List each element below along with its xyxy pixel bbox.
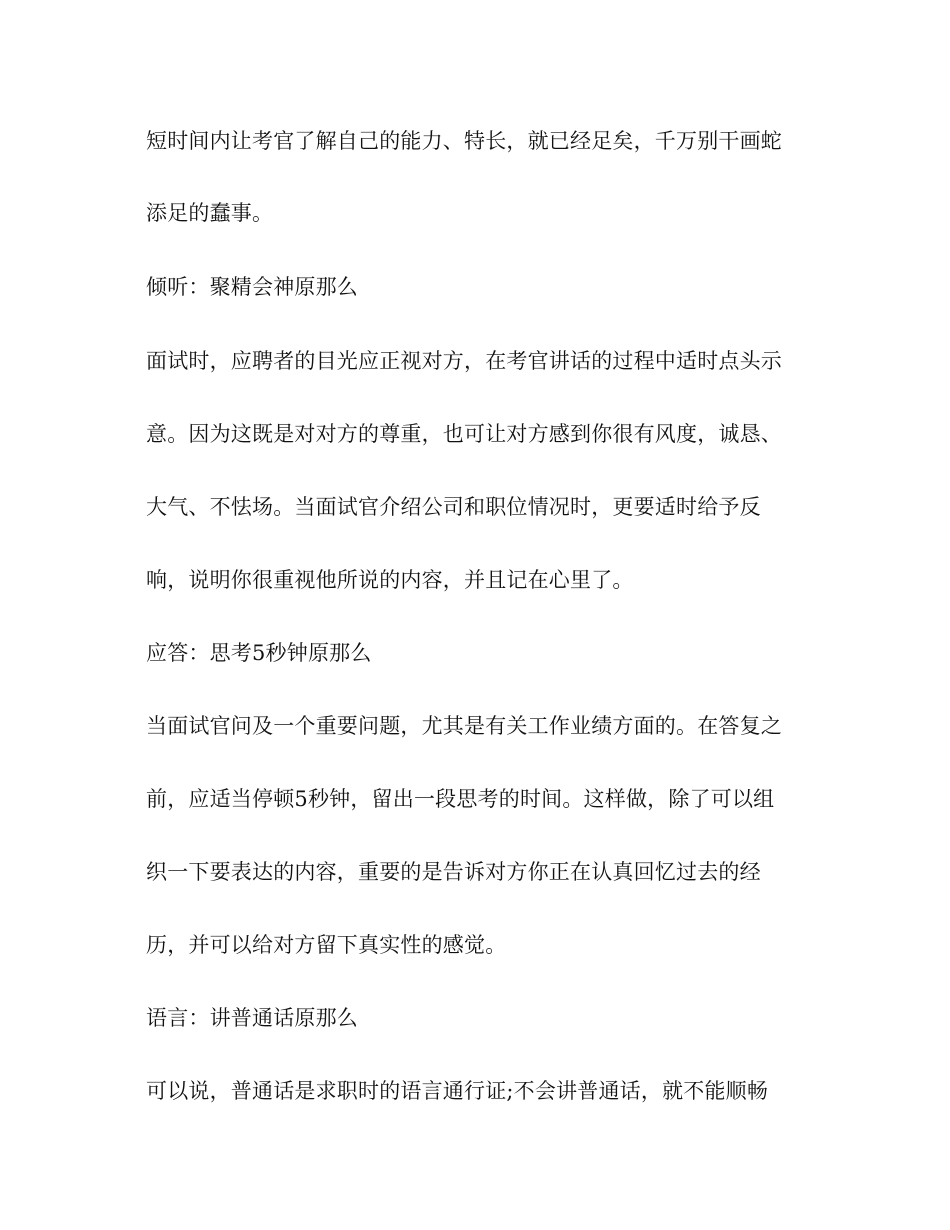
- paragraph-line: 面试时，应聘者的目光应正视对方，在考官讲话的过程中适时点头示: [146, 349, 782, 373]
- paragraph-line: 当面试官问及一个重要问题，尤其是有关工作业绩方面的。在答复之: [146, 714, 782, 738]
- paragraph-line: 短时间内让考官了解自己的能力、特长，就已经足矣，千万别干画蛇: [146, 129, 782, 153]
- paragraph-line: 意。因为这既是对对方的尊重，也可让对方感到你很有风度，诚恳、: [146, 422, 782, 446]
- section-heading: 应答：思考5秒钟原那么: [146, 641, 372, 665]
- paragraph-line: 织一下要表达的内容，重要的是告诉对方你正在认真回忆过去的经: [146, 860, 761, 884]
- paragraph-line: 历，并可以给对方留下真实性的感觉。: [146, 933, 507, 957]
- paragraph-line: 响，说明你很重视他所说的内容，并且记在心里了。: [146, 568, 634, 592]
- section-heading: 语言：讲普通话原那么: [146, 1006, 358, 1030]
- paragraph-line: 大气、不怯场。当面试官介绍公司和职位情况时，更要适时给予反: [146, 495, 761, 519]
- paragraph-line: 可以说，普通话是求职时的语言通行证;不会讲普通话，就不能顺畅: [146, 1079, 769, 1103]
- section-heading: 倾听：聚精会神原那么: [146, 275, 358, 299]
- paragraph-line: 前，应适当停顿5秒钟，留出一段思考的时间。这样做，除了可以组: [146, 787, 775, 811]
- paragraph-line: 添足的蠢事。: [146, 201, 274, 225]
